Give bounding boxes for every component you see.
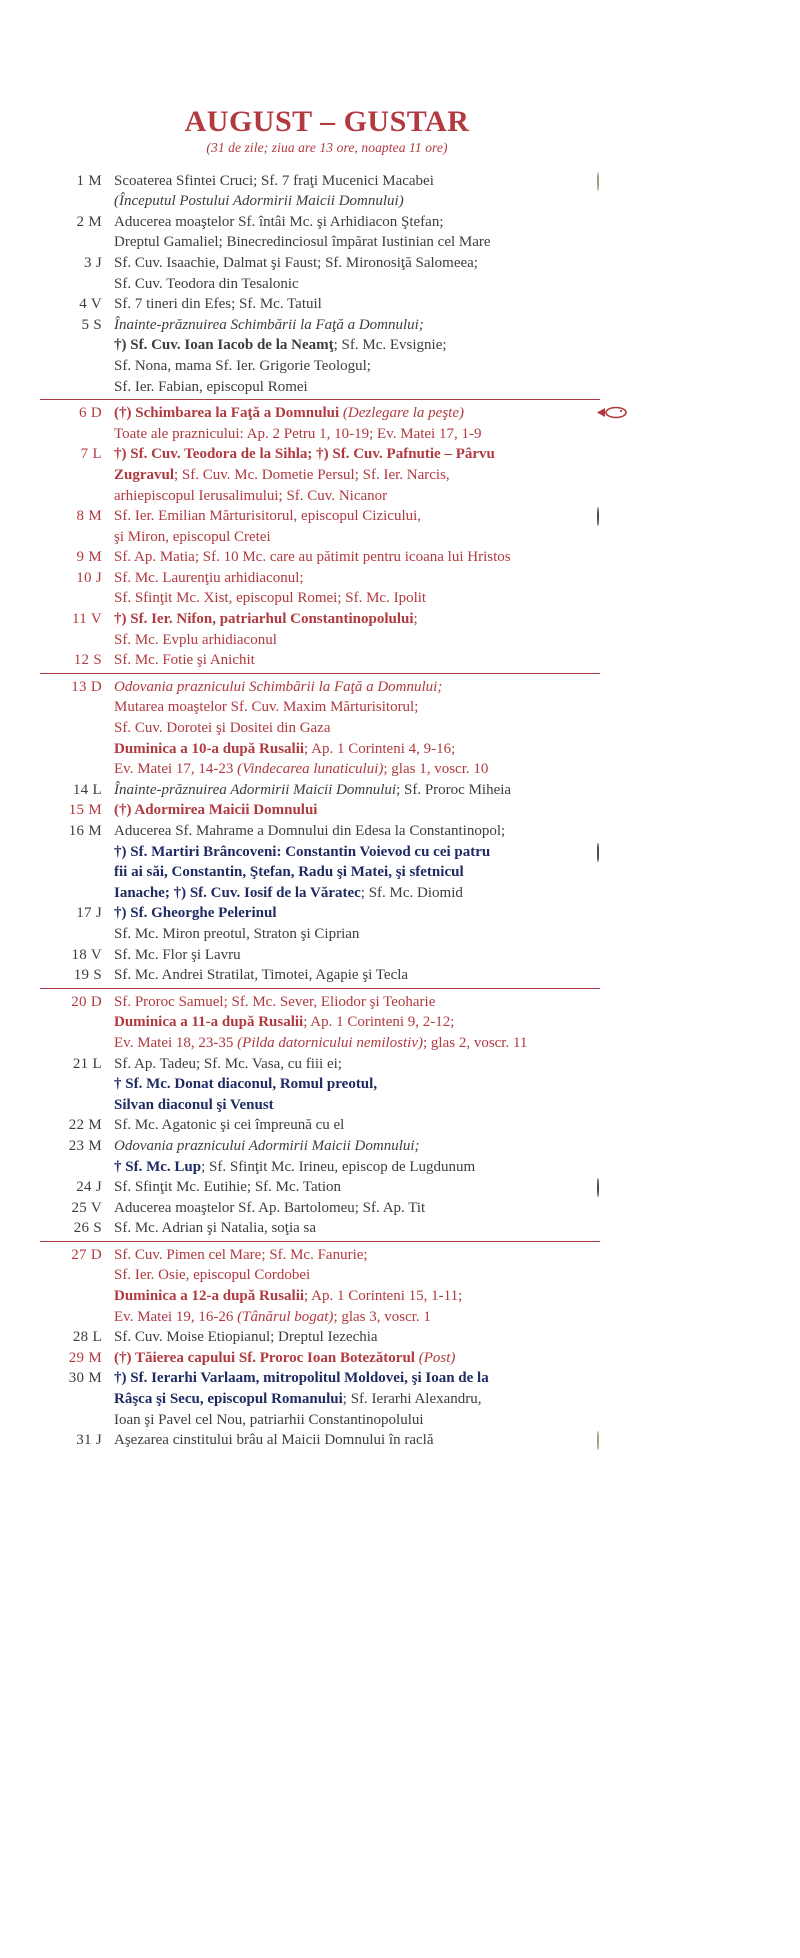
calendar-day-entry <box>40 677 600 780</box>
calendar-week-block <box>40 1241 600 1451</box>
description-line <box>114 1368 596 1389</box>
description-line <box>114 1095 596 1116</box>
description-line <box>114 883 596 904</box>
calendar-day-entry <box>40 1348 600 1369</box>
day-description <box>114 568 600 609</box>
description-line <box>114 232 596 253</box>
text-run: Aducerea Sf. Mahrame a Domnului din Edesa la Constantinopol; <box>114 823 506 839</box>
day-number: 27 D <box>71 1246 102 1263</box>
description-line <box>114 1157 596 1178</box>
text-run: Sf. Ier. Emilian Mărturisitorul, episcopul Cizicului, <box>114 508 422 525</box>
text-run: ; Sf. Ierarhi Alexandru, <box>342 1391 482 1408</box>
text-run: Scoaterea Sfintei Cruci; Sf. 7 fraţi Mucenici Macabei <box>114 172 434 189</box>
description-line <box>114 1177 596 1198</box>
description-line <box>114 171 596 192</box>
calendar-sheet <box>40 105 600 1451</box>
day-description <box>114 212 600 253</box>
description-line <box>114 759 596 780</box>
text-run: (Dezlegare la peşte) <box>339 405 464 422</box>
calendar-week-block <box>40 988 600 1239</box>
calendar-week-block <box>40 399 600 671</box>
text-run: (Vindecarea lunaticului) <box>237 761 384 778</box>
text-run: Sf. Ap. Tadeu; Sf. Mc. Vasa, cu fiii ei; <box>114 1055 342 1072</box>
text-run: (Tânărul bogat) <box>237 1308 334 1325</box>
fish-icon <box>596 406 630 419</box>
text-run: Sf. Sfinţit Mc. Eutihie; Sf. Mc. Tation <box>114 1179 341 1196</box>
day-description <box>114 1218 600 1239</box>
description-line <box>114 718 596 739</box>
text-run: Sf. Mc. Laurenţiu arhidiaconul; <box>114 569 304 586</box>
description-line <box>114 1074 596 1095</box>
day-description <box>114 1348 600 1369</box>
text-run: ; Ap. 1 Corinteni 15, 1-11; <box>304 1288 463 1305</box>
day-number: 26 S <box>73 1220 102 1237</box>
day-description <box>114 1430 600 1451</box>
text-run: ; Sf. Sfinţit Mc. Irineu, episcop de Lugdunum <box>201 1158 476 1175</box>
description-line <box>114 1115 596 1136</box>
calendar-day-entry <box>40 547 600 568</box>
text-run: †) Sf. Ier. Nifon, patriarhul Constantinopolului <box>114 611 414 628</box>
text-run: Sf. Mc. Evplu arhidiaconul <box>114 631 277 648</box>
day-description <box>114 1368 600 1430</box>
text-run: (Post) <box>414 1349 456 1366</box>
text-run: Duminica a 10-a după Rusalii <box>114 740 305 757</box>
day-number: 7 L <box>80 446 102 463</box>
day-number: 9 M <box>76 549 102 566</box>
description-line <box>114 992 596 1013</box>
description-line <box>114 630 596 651</box>
calendar-day-entry <box>40 1218 600 1239</box>
text-run: Sf. Cuv. Pimen cel Mare; Sf. Mc. Fanurie; <box>114 1246 368 1263</box>
calendar-day-entry <box>40 1136 600 1177</box>
text-run: (Începutul Postului Adormirii Maicii Domnului) <box>114 193 404 210</box>
description-line <box>114 800 596 821</box>
description-line <box>114 650 596 671</box>
text-run: Mutarea moaştelor Sf. Cuv. Maxim Mărturisitorul; <box>114 699 419 716</box>
text-run: (†) Adormirea Maicii Domnului <box>114 802 318 819</box>
day-description <box>114 294 600 315</box>
calendar-day-entry <box>40 253 600 294</box>
day-description <box>114 780 600 801</box>
description-line <box>114 1430 596 1451</box>
text-run: † Sf. Mc. Lup <box>114 1158 202 1175</box>
text-run: Sf. Mc. Andrei Stratilat, Timotei, Agapie şi Tecla <box>114 967 409 984</box>
day-number: 15 M <box>68 802 102 819</box>
description-line <box>114 444 596 465</box>
day-description <box>114 677 600 780</box>
day-description <box>114 821 600 903</box>
calendar-day-entry <box>40 780 600 801</box>
text-run: ; Sf. Mc. Evsignie; <box>333 337 447 354</box>
description-line <box>114 568 596 589</box>
description-line <box>114 1410 596 1431</box>
description-line <box>114 424 596 445</box>
description-line <box>114 965 596 986</box>
day-description <box>114 1136 600 1177</box>
text-run: Sf. Mc. Fotie şi Anichit <box>114 652 255 669</box>
text-run: Aducerea moaştelor Sf. Ap. Bartolomeu; Sf. Ap. Tit <box>114 1199 426 1216</box>
day-number: 31 J <box>76 1432 102 1449</box>
calendar-day-entry <box>40 965 600 986</box>
day-number: 20 D <box>71 993 102 1010</box>
text-run: Înainte-prăznuirea Adormirii Maicii Domnului <box>114 781 397 798</box>
day-number: 2 M <box>76 213 102 230</box>
day-number: 21 L <box>72 1055 102 1072</box>
text-run: Silvan diaconul şi Venust <box>114 1096 274 1113</box>
text-run: †) Sf. Martiri Brâncoveni: Constantin Voievod cu cei patru <box>114 843 491 860</box>
day-number: 24 J <box>76 1179 102 1196</box>
day-number: 16 M <box>68 823 102 839</box>
day-description <box>114 315 600 397</box>
description-line <box>114 609 596 630</box>
text-run: ; Ap. 1 Corinteni 4, 9-16; <box>304 740 456 757</box>
calendar-day-entry <box>40 568 600 609</box>
moon-lastquarter-icon <box>597 508 612 523</box>
day-description <box>114 650 600 671</box>
description-line <box>114 1327 596 1348</box>
day-number: 25 V <box>71 1199 102 1216</box>
text-run: †) Sf. Ierarhi Varlaam, mitropolitul Moldovei, şi Ioan de la <box>114 1370 489 1387</box>
moon-disc <box>597 1431 599 1450</box>
day-description <box>114 547 600 568</box>
text-run: †) Sf. Cuv. Ioan Iacob de la Neamţ <box>114 337 334 354</box>
text-run: ; glas 3, voscr. 1 <box>333 1308 431 1325</box>
text-run: Sf. Mc. Miron preotul, Straton şi Ciprian <box>114 925 360 942</box>
calendar-day-entry <box>40 1198 600 1219</box>
calendar-day-entry <box>40 171 600 212</box>
description-line <box>114 527 596 548</box>
moon-new-icon <box>597 173 612 188</box>
description-line <box>114 403 596 424</box>
day-description <box>114 1115 600 1136</box>
day-description <box>114 903 600 944</box>
text-run: (Pilda datornicului nemilostiv) <box>237 1034 423 1051</box>
day-number: 1 M <box>76 172 102 189</box>
description-line <box>114 842 596 863</box>
calendar-day-entry <box>40 821 600 903</box>
text-run: ; <box>413 611 418 628</box>
description-line <box>114 212 596 233</box>
description-line <box>114 739 596 760</box>
text-run: Sf. Cuv. Teodora din Tesalonic <box>114 275 299 292</box>
text-run: şi Miron, episcopul Cretei <box>114 528 271 545</box>
text-run: Sf. Cuv. Moise Etiopianul; Dreptul Iezechia <box>114 1329 378 1346</box>
text-run: ; Sf. Proroc Miheia <box>396 781 512 798</box>
day-number: 30 M <box>68 1370 102 1387</box>
text-run: (†) Tăierea capului Sf. Proroc Ioan Botezătorul <box>114 1349 415 1366</box>
text-run: Râşca şi Secu, episcopul Romanului <box>114 1391 343 1408</box>
day-description <box>114 1177 600 1198</box>
text-run: Sf. Mc. Agatonic şi cei împreună cu el <box>114 1117 345 1134</box>
text-run: Zugravul <box>114 466 175 483</box>
text-run: †) Sf. Gheorghe Pelerinul <box>114 905 277 922</box>
text-run: Ev. Matei 19, 16-26 <box>114 1308 238 1325</box>
text-run: ; Ap. 1 Corinteni 9, 2-12; <box>303 1014 455 1031</box>
text-run: ; Sf. Mc. Diomid <box>360 884 463 901</box>
text-run: Duminica a 11-a după Rusalii <box>114 1014 304 1031</box>
day-number: 13 D <box>71 678 102 695</box>
moon-disc <box>597 843 599 862</box>
description-line <box>114 821 596 842</box>
day-number: 3 J <box>84 254 102 271</box>
text-run: Odovania praznicului Adormirii Maicii Domnului; <box>114 1137 420 1154</box>
description-line <box>114 588 596 609</box>
text-run: Ianache; †) Sf. Cuv. Iosif de la Văratec <box>114 884 361 901</box>
day-number: 29 M <box>68 1349 102 1366</box>
calendar-day-entry <box>40 506 600 547</box>
calendar-day-entry <box>40 1327 600 1348</box>
text-run: †) Sf. Cuv. Teodora de la Sihla; †) Sf. Cuv. Pafnutie – Pârvu <box>114 446 495 463</box>
description-line <box>114 945 596 966</box>
description-line <box>114 377 596 398</box>
description-line <box>114 315 596 336</box>
text-run: † Sf. Mc. Donat diaconul, Romul preotul, <box>114 1076 378 1093</box>
calendar-day-entry <box>40 1177 600 1198</box>
description-line <box>114 1265 596 1286</box>
text-run: Odovania praznicului Schimbării la Faţă a Domnului; <box>114 678 443 695</box>
day-number: 19 S <box>73 967 102 984</box>
description-line <box>114 1286 596 1307</box>
calendar-blocks <box>40 171 600 1451</box>
text-run: Ev. Matei 17, 14-23 <box>114 761 238 778</box>
moon-disc <box>597 172 599 191</box>
calendar-day-entry <box>40 650 600 671</box>
description-line <box>114 356 596 377</box>
page-subtitle: (31 de zile; ziua are 13 ore, noaptea 11 ore) <box>206 139 448 155</box>
moon-new-icon <box>597 1432 612 1447</box>
moon-disc <box>597 507 599 526</box>
day-number: 11 V <box>72 611 102 628</box>
text-run: ; glas 2, voscr. 11 <box>422 1034 528 1051</box>
text-run: Sf. 7 tineri din Efes; Sf. Mc. Tatuil <box>114 296 322 313</box>
calendar-day-entry <box>40 1430 600 1451</box>
text-run: Sf. Mc. Flor şi Lavru <box>114 946 241 963</box>
description-line <box>114 1218 596 1239</box>
text-run: ; glas 1, voscr. 10 <box>383 761 489 778</box>
moon-firstquarter-icon <box>597 1179 612 1194</box>
day-number: 4 V <box>79 296 102 313</box>
day-number: 12 S <box>73 652 102 669</box>
page-title: AUGUST – GUSTAR <box>184 105 470 138</box>
text-run: ; Sf. Cuv. Mc. Dometie Persul; Sf. Ier. Narcis, <box>174 466 450 483</box>
day-description <box>114 945 600 966</box>
description-line <box>114 294 596 315</box>
day-number: 6 D <box>79 405 102 422</box>
text-run: Toate ale praznicului: Ap. 2 Petru 1, 10-19; Ev. Matei 17, 1-9 <box>114 425 482 442</box>
day-number: 18 V <box>71 946 102 963</box>
day-number: 14 L <box>72 781 102 798</box>
day-description <box>114 253 600 294</box>
day-description <box>114 965 600 986</box>
day-description <box>114 992 600 1054</box>
calendar-day-entry <box>40 315 600 397</box>
moon-disc <box>597 1178 599 1197</box>
description-line <box>114 1054 596 1075</box>
text-run: Sf. Ap. Matia; Sf. 10 Mc. care au pătimit pentru icoana lui Hristos <box>114 549 511 566</box>
description-line <box>114 924 596 945</box>
calendar-day-entry <box>40 903 600 944</box>
calendar-day-entry <box>40 992 600 1054</box>
description-line <box>114 191 596 212</box>
text-run: Sf. Cuv. Dorotei şi Dositei din Gaza <box>114 720 331 737</box>
calendar-day-entry <box>40 1115 600 1136</box>
description-line <box>114 862 596 883</box>
description-line <box>114 780 596 801</box>
description-line <box>114 697 596 718</box>
calendar-week-block <box>40 673 600 986</box>
calendar-day-entry <box>40 609 600 650</box>
text-run: Înainte-prăznuirea Schimbării la Faţă a Domnului; <box>114 316 424 333</box>
day-number: 8 M <box>76 508 102 525</box>
description-line <box>114 1348 596 1369</box>
description-line <box>114 1245 596 1266</box>
text-run: Sf. Ier. Fabian, episcopul Romei <box>114 378 308 395</box>
text-run: (†) Schimbarea la Faţă a Domnului <box>114 405 340 422</box>
day-number: 22 M <box>68 1117 102 1134</box>
day-description <box>114 800 600 821</box>
day-number: 17 J <box>76 905 102 922</box>
text-run: arhiepiscopul Ierusalimului; Sf. Cuv. Nicanor <box>114 487 388 504</box>
calendar-week-block <box>40 171 600 398</box>
day-description <box>114 403 600 444</box>
text-run: Sf. Nona, mama Sf. Ier. Grigorie Teologul; <box>114 357 371 374</box>
day-number: 23 M <box>68 1137 102 1154</box>
calendar-day-entry <box>40 444 600 506</box>
description-line <box>114 1307 596 1328</box>
calendar-day-entry <box>40 212 600 253</box>
text-run: Sf. Sfinţit Mc. Xist, episcopul Romei; Sf. Mc. Ipolit <box>114 590 427 607</box>
day-description <box>114 171 600 212</box>
text-run: Aşezarea cinstitului brâu al Maicii Domnului în raclă <box>114 1432 434 1449</box>
day-description <box>114 506 600 547</box>
text-run: Ev. Matei 18, 23-35 <box>114 1034 238 1051</box>
calendar-day-entry <box>40 1054 600 1116</box>
day-description <box>114 1245 600 1327</box>
description-line <box>114 465 596 486</box>
description-line <box>114 547 596 568</box>
description-line <box>114 1136 596 1157</box>
calendar-day-entry <box>40 800 600 821</box>
text-run: fii ai săi, Constantin, Ştefan, Radu şi Matei, şi sfetnicul <box>114 864 464 881</box>
text-run: Ioan şi Pavel cel Nou, patriarhii Constantinopolului <box>114 1411 424 1428</box>
description-line <box>114 1198 596 1219</box>
text-run: Sf. Proroc Samuel; Sf. Mc. Sever, Eliodor şi Teoharie <box>114 993 436 1010</box>
calendar-day-entry <box>40 1245 600 1327</box>
description-line <box>114 1033 596 1054</box>
description-line <box>114 1012 596 1033</box>
calendar-day-entry <box>40 945 600 966</box>
text-run: Sf. Ier. Osie, episcopul Cordobei <box>114 1267 311 1284</box>
description-line <box>114 1389 596 1410</box>
moon-full-icon <box>597 844 612 859</box>
day-description <box>114 1054 600 1116</box>
text-run: Aducerea moaştelor Sf. întâi Mc. şi Arhidiacon Ştefan; <box>114 213 444 230</box>
day-number: 28 L <box>72 1329 102 1346</box>
description-line <box>114 903 596 924</box>
text-run: Sf. Mc. Adrian şi Natalia, soţia sa <box>114 1220 317 1237</box>
description-line <box>114 335 596 356</box>
description-line <box>114 677 596 698</box>
calendar-day-entry <box>40 1368 600 1430</box>
description-line <box>114 486 596 507</box>
description-line <box>114 506 596 527</box>
day-description <box>114 1327 600 1348</box>
text-run: Duminica a 12-a după Rusalii <box>114 1288 305 1305</box>
text-run: Dreptul Gamaliel; Binecredinciosul împărat Iustinian cel Mare <box>114 234 491 251</box>
day-description <box>114 444 600 506</box>
day-number: 5 S <box>81 316 102 333</box>
day-description <box>114 1198 600 1219</box>
description-line <box>114 253 596 274</box>
day-description <box>114 609 600 650</box>
day-number: 10 J <box>76 569 102 586</box>
description-line <box>114 274 596 295</box>
calendar-day-entry <box>40 403 600 444</box>
calendar-day-entry <box>40 294 600 315</box>
text-run: Sf. Cuv. Isaachie, Dalmat şi Faust; Sf. Mironosiţă Salomeea; <box>114 254 478 271</box>
